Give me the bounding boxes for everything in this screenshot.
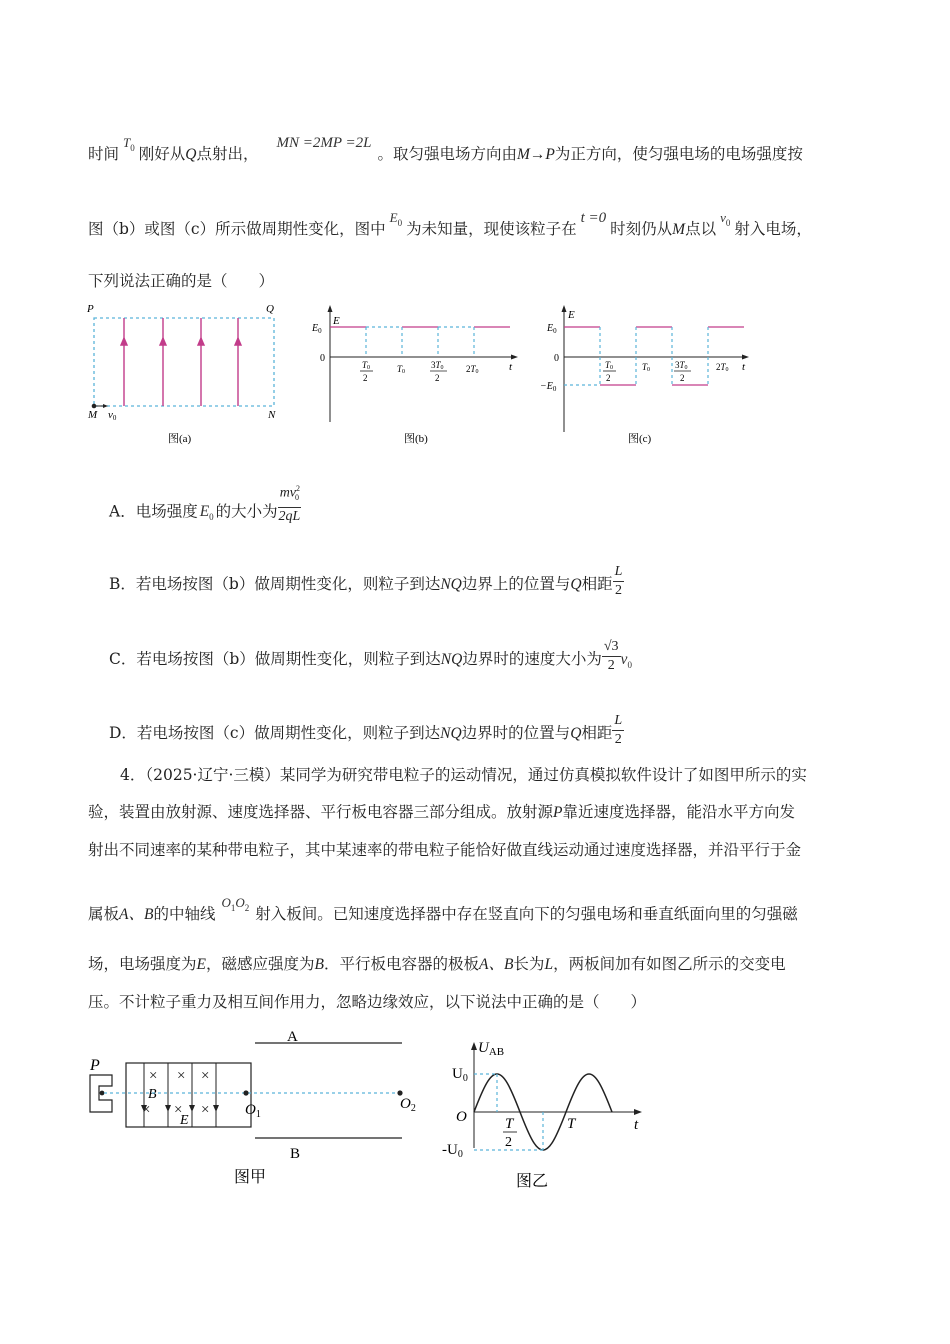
O2-label: $O_2$ bbox=[400, 1096, 416, 1114]
svg-text:2T0: 2T0 bbox=[716, 362, 729, 373]
axis-t: t bbox=[634, 1117, 639, 1133]
label-neg-E0: $-E_0$ bbox=[540, 381, 557, 393]
math-t-zero: t =0 bbox=[580, 210, 607, 226]
fraction-C: $\frac{√3}{2}$ bbox=[603, 639, 619, 673]
figure-yi bbox=[440, 1036, 655, 1196]
math-T0: T0 bbox=[123, 135, 135, 153]
svg-text:2: 2 bbox=[435, 373, 440, 383]
figure-c bbox=[536, 298, 751, 448]
axis-t: t bbox=[742, 361, 746, 373]
source-P-label: P bbox=[90, 1057, 100, 1074]
caption-fig-b: 图(b) bbox=[404, 433, 428, 445]
q4-line-2: 验，装置由放射源、速度选择器、平行板电容器三部分组成。放射源P靠近速度选择器，能沿水平方向发 bbox=[88, 803, 795, 821]
O1-label: $O_1$ bbox=[245, 1102, 261, 1120]
svg-text:2: 2 bbox=[505, 1135, 512, 1150]
axis-E: E bbox=[333, 315, 340, 327]
q4-line-3: 射出不同速率的某种带电粒子，其中某速率的带电粒子能恰好做直线运动通过速度选择器，并沿平行于金 bbox=[88, 841, 802, 859]
label-neg-U0: $-U_0$ bbox=[442, 1142, 463, 1160]
q4-line-4: 属板A、B的中轴线$^{O_1O_2}$ 射入板间。已知速度选择器中存在竖直向下的匀强电场和垂直纸面向里的匀强磁 bbox=[88, 895, 798, 923]
label-zero: 0 bbox=[320, 353, 325, 364]
plate-B-label: B bbox=[290, 1146, 301, 1162]
svg-text:T0: T0 bbox=[642, 362, 651, 373]
svg-text:T0: T0 bbox=[362, 360, 371, 371]
caption-jia: 图甲 bbox=[234, 1169, 267, 1186]
label-O: O bbox=[456, 1109, 467, 1125]
label-M: M bbox=[88, 409, 98, 421]
math-mn-eq: MN =2MP =2L bbox=[276, 135, 372, 151]
q4-line-6: 压。不计粒子重力及相互间作用力，忽略边缘效应，以下说法中正确的是（ ） bbox=[88, 993, 647, 1011]
option-C[interactable]: C．若电场按图（b）做周期性变化，则粒子到达NQ边界时的速度大小为 $\frac{√3}{2}$ $v_0$ bbox=[109, 639, 632, 673]
math-v0: v0 bbox=[720, 210, 731, 228]
axis-UAB: $U_{AB}$ bbox=[478, 1040, 505, 1058]
axis-E: E bbox=[568, 309, 575, 321]
option-A[interactable]: A．电场强度 $E_0$ 的大小为 $\frac{mv^2_0}{2qL}$ bbox=[109, 480, 301, 528]
option-B[interactable]: B．若电场按图（b）做周期性变化，则粒子到达NQ边界上的位置与Q相距 $\frac{L}{2}$ bbox=[109, 564, 623, 598]
svg-text:2: 2 bbox=[680, 373, 685, 383]
plate-A-label: A bbox=[287, 1029, 298, 1045]
caption-fig-c: 图(c) bbox=[628, 433, 652, 445]
figure-jia bbox=[82, 1022, 427, 1197]
q4-line-1: 4．（2025·辽宁·三模）某同学为研究带电粒子的运动情况，通过仿真模拟软件设计了如图甲所示的实 bbox=[120, 766, 807, 784]
label-N: N bbox=[268, 409, 276, 421]
svg-text:T0: T0 bbox=[605, 360, 614, 371]
svg-text:×: × bbox=[142, 1102, 151, 1118]
para-line-2: 图（b）或图（c）所示做周期性变化，图中$^{E_0}$ 为未知量，现使该粒子在t =0时刻仍从M点以$^{v_0}$ 射入电场， bbox=[88, 210, 812, 238]
figure-a bbox=[84, 298, 284, 448]
svg-text:×: × bbox=[149, 1068, 158, 1084]
fraction-A: $\frac{mv^2_0}{2qL}$ bbox=[278, 480, 301, 526]
svg-text:3T0: 3T0 bbox=[675, 360, 688, 371]
svg-text:×: × bbox=[201, 1102, 210, 1118]
label-T-half: T bbox=[505, 1116, 514, 1132]
label-U0: $U_0$ bbox=[452, 1066, 468, 1084]
label-T: T bbox=[567, 1116, 576, 1132]
caption-fig-a: 图(a) bbox=[168, 433, 192, 445]
para-line-1: 时间$^{T_0}$ 刚好从Q点射出，MN =2MP =2L。取匀强电场方向由M→P为正方向，使匀强电场的电场强度按 bbox=[88, 135, 803, 163]
label-P: P bbox=[87, 303, 94, 315]
figure-b bbox=[310, 298, 525, 448]
field-E-label: E bbox=[180, 1113, 189, 1128]
label-E0: $E_0$ bbox=[547, 323, 557, 335]
axis-t: t bbox=[509, 361, 513, 373]
math-O1O2: O1O2 bbox=[221, 895, 250, 913]
fraction-D: $\frac{L}{2}$ bbox=[614, 713, 623, 747]
label-zero: 0 bbox=[554, 353, 559, 364]
label-v0: v0 bbox=[108, 409, 117, 422]
svg-text:×: × bbox=[177, 1068, 186, 1084]
fraction-B: $\frac{L}{2}$ bbox=[614, 564, 623, 598]
q4-line-5: 场，电场强度为E，磁感应强度为B．平行板电容器的极板A、B长为L，两板间加有如图乙所示的交变电 bbox=[88, 955, 786, 973]
svg-text:3T0: 3T0 bbox=[431, 360, 444, 371]
label-E0: $E_0$ bbox=[312, 323, 322, 335]
svg-text:×: × bbox=[201, 1068, 210, 1084]
svg-text:T0: T0 bbox=[397, 364, 406, 375]
svg-text:2: 2 bbox=[606, 373, 611, 383]
text: 时间 bbox=[88, 145, 120, 163]
option-D[interactable]: D．若电场按图（c）做周期性变化，则粒子到达NQ边界时的位置与Q相距 $\frac{L}{2}$ bbox=[109, 713, 623, 747]
math-E0: E0 bbox=[389, 210, 403, 228]
para-line-3: 下列说法正确的是（ ） bbox=[88, 272, 275, 290]
svg-text:×: × bbox=[174, 1102, 183, 1118]
caption-yi: 图乙 bbox=[516, 1173, 549, 1190]
field-B-label: B bbox=[148, 1087, 157, 1102]
label-Q: Q bbox=[266, 303, 274, 315]
svg-text:2: 2 bbox=[363, 373, 368, 383]
svg-text:2T0: 2T0 bbox=[466, 364, 479, 375]
